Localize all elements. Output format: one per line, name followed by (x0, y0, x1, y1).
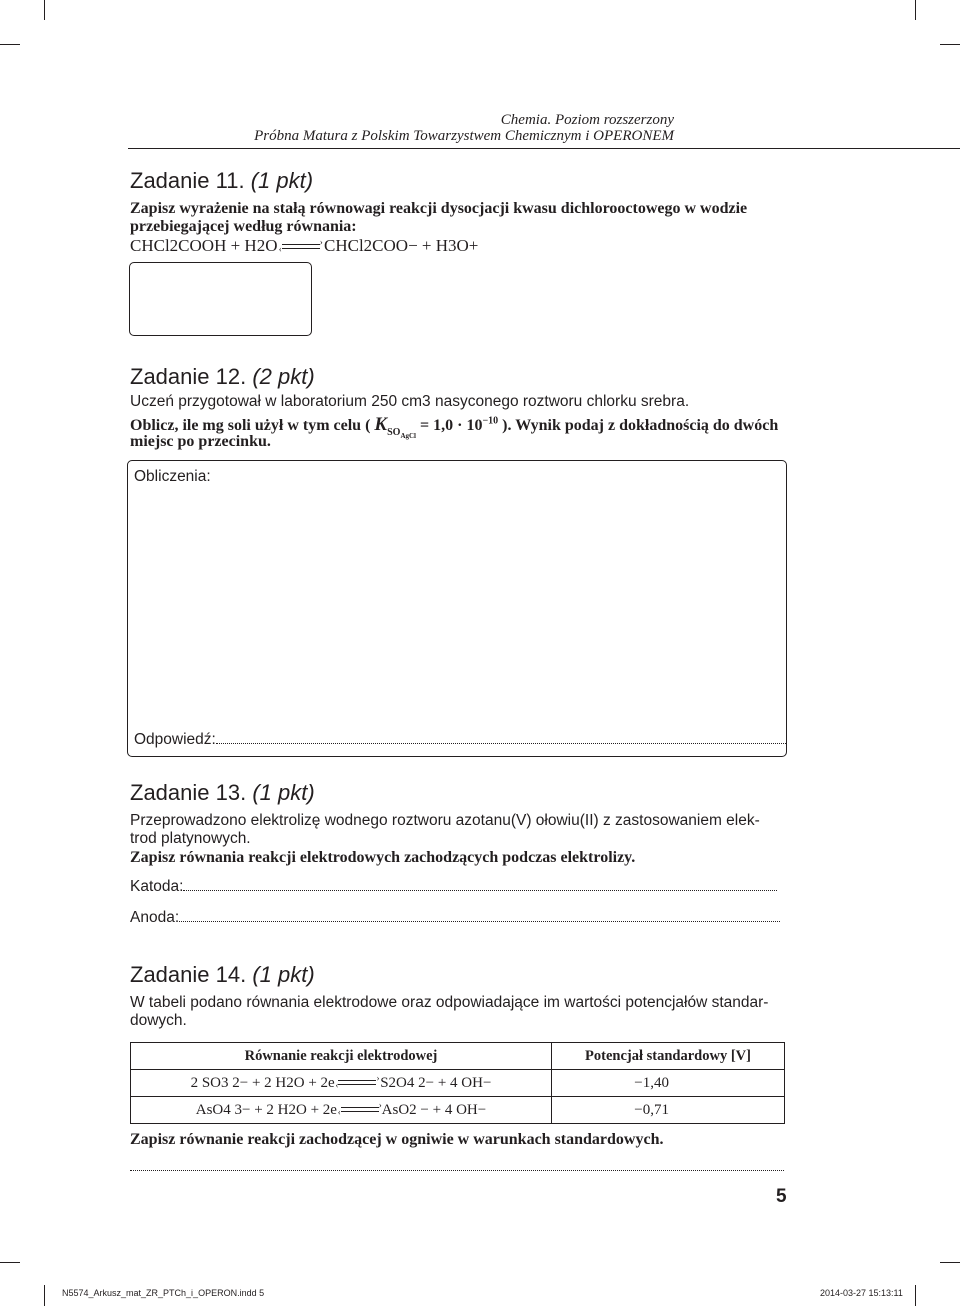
equilibrium-arrow-icon: › ‹ (337, 1100, 382, 1118)
crop-mark (0, 44, 20, 45)
equation-left: CHCl2COOH + H2O (130, 236, 278, 255)
crop-mark (915, 0, 916, 20)
task12-calc-label: Obliczenia: (134, 468, 211, 485)
crop-mark (44, 1285, 45, 1306)
table-row (131, 1070, 785, 1097)
answer-label: Odpowiedź: (134, 731, 216, 748)
equilibrium-arrow-icon: › ‹ (335, 1073, 380, 1091)
potential-cell: −1,40 (552, 1070, 785, 1097)
header-subtitle: Próbna Matura z Polskim Towarzystwem Chemicznym i OPERONEM (254, 128, 674, 144)
crop-mark (915, 1285, 916, 1306)
task13-points: (1 pkt) (252, 780, 315, 805)
task14-instruction: Zapisz równanie reakcji zachodzącej w ogniwie w warunkach standardowych. (130, 1131, 664, 1148)
task11-heading (130, 168, 313, 194)
ksp-symbol: K (374, 414, 388, 435)
anode-dotted-line[interactable] (179, 909, 780, 922)
table-header-cell: Równanie reakcji elektrodowej (131, 1043, 552, 1070)
reaction-right: S2O4 2− + 4 OH− (380, 1074, 492, 1091)
task14-heading (130, 962, 315, 988)
table-header-row (131, 1043, 785, 1070)
instruction-part-b: ). Wynik podaj z dokładnością do dwóch (502, 417, 779, 434)
header-rule (128, 148, 960, 149)
reaction-cell (131, 1070, 552, 1097)
task12-instruction-line2: miejsc po przecinku. (130, 433, 271, 450)
task12-calc-box[interactable] (127, 460, 787, 757)
crop-mark (940, 44, 960, 45)
reaction-cell (131, 1097, 552, 1124)
crop-mark (0, 1262, 20, 1263)
task11-title: Zadanie 11. (130, 168, 245, 193)
crop-mark (940, 1262, 960, 1263)
potential-cell: −0,71 (552, 1097, 785, 1124)
task12-points: (2 pkt) (252, 364, 315, 389)
equation-right: CHCl2COO− + H3O+ (324, 236, 479, 255)
crop-mark (44, 0, 45, 20)
ksp-subsubscript: AgCl (400, 431, 416, 440)
ksp-expression (374, 414, 416, 440)
reaction-right: AsO2 − + 4 OH− (381, 1101, 487, 1118)
task12-answer-line[interactable] (134, 731, 786, 749)
task12-text-line1: Uczeń przygotował w laboratorium 250 cm3 nasyconego roztworu chlorku srebra. (130, 393, 690, 410)
table-row (131, 1097, 785, 1124)
answer-dotted-line[interactable] (130, 1158, 784, 1171)
reaction-left: 2 SO3 2− + 2 H2O + 2e (190, 1074, 335, 1091)
task12-heading (130, 364, 315, 390)
task11-answer-box[interactable] (129, 262, 312, 336)
task14-points: (1 pkt) (252, 962, 315, 987)
task13-text-line2: trod platynowych. (130, 830, 251, 847)
anode-label: Anoda: (130, 909, 180, 926)
task13-cathode-line[interactable] (130, 878, 777, 896)
footer-file: N5574_Arkusz_mat_ZR_PTCh_i_OPERON.indd 5 (62, 1288, 265, 1298)
task12-title: Zadanie 12. (130, 364, 247, 389)
task11-instruction-line2: przebiegającej według równania: (130, 218, 357, 235)
instruction-part-a: Oblicz, ile mg soli użył w tym celu ( (130, 417, 371, 434)
task13-instruction: Zapisz równania reakcji elektrodowych zachodzących podczas elektrolizy. (130, 849, 636, 866)
task13-anode-line[interactable] (130, 909, 780, 927)
task13-heading (130, 780, 315, 806)
ksp-exponent: −10 (482, 415, 499, 427)
electrode-potentials-table (130, 1042, 785, 1124)
task14-answer-line[interactable] (130, 1158, 784, 1176)
ksp-subscript: SOAgCl (387, 426, 416, 440)
task13-title: Zadanie 13. (130, 780, 247, 805)
task11-equation (130, 236, 478, 256)
answer-dotted-line[interactable] (216, 731, 786, 744)
equilibrium-arrow-icon: › ‹ (278, 237, 323, 255)
task14-text-line2: dowych. (130, 1012, 187, 1029)
task11-points: (1 pkt) (250, 168, 314, 193)
reaction-left: AsO4 3− + 2 H2O + 2e (195, 1101, 337, 1118)
page-number: 5 (776, 1186, 787, 1207)
task14-text-line1: W tabeli podano równania elektrodowe oraz odpowiadające im wartości potencjałów standar- (130, 994, 769, 1011)
task14-title: Zadanie 14. (130, 962, 247, 987)
footer-date: 2014-03-27 15:13:11 (820, 1288, 903, 1298)
task13-text-line1: Przeprowadzono elektrolizę wodnego roztworu azotanu(V) ołowiu(II) z zastosowaniem elek- (130, 812, 760, 829)
task11-instruction-line1: Zapisz wyrażenie na stałą równowagi reakcji dysocjacji kwasu dichlorooctowego w wodzie (130, 200, 748, 217)
ksp-value: = $1,0 \cdot 10^{-10}$ (420, 415, 499, 434)
header-subject: Chemia. Poziom rozszerzony (500, 112, 674, 128)
table-header-cell: Potencjał standardowy [V] (552, 1043, 785, 1070)
cathode-dotted-line[interactable] (183, 878, 777, 891)
cathode-label: Katoda: (130, 878, 184, 895)
